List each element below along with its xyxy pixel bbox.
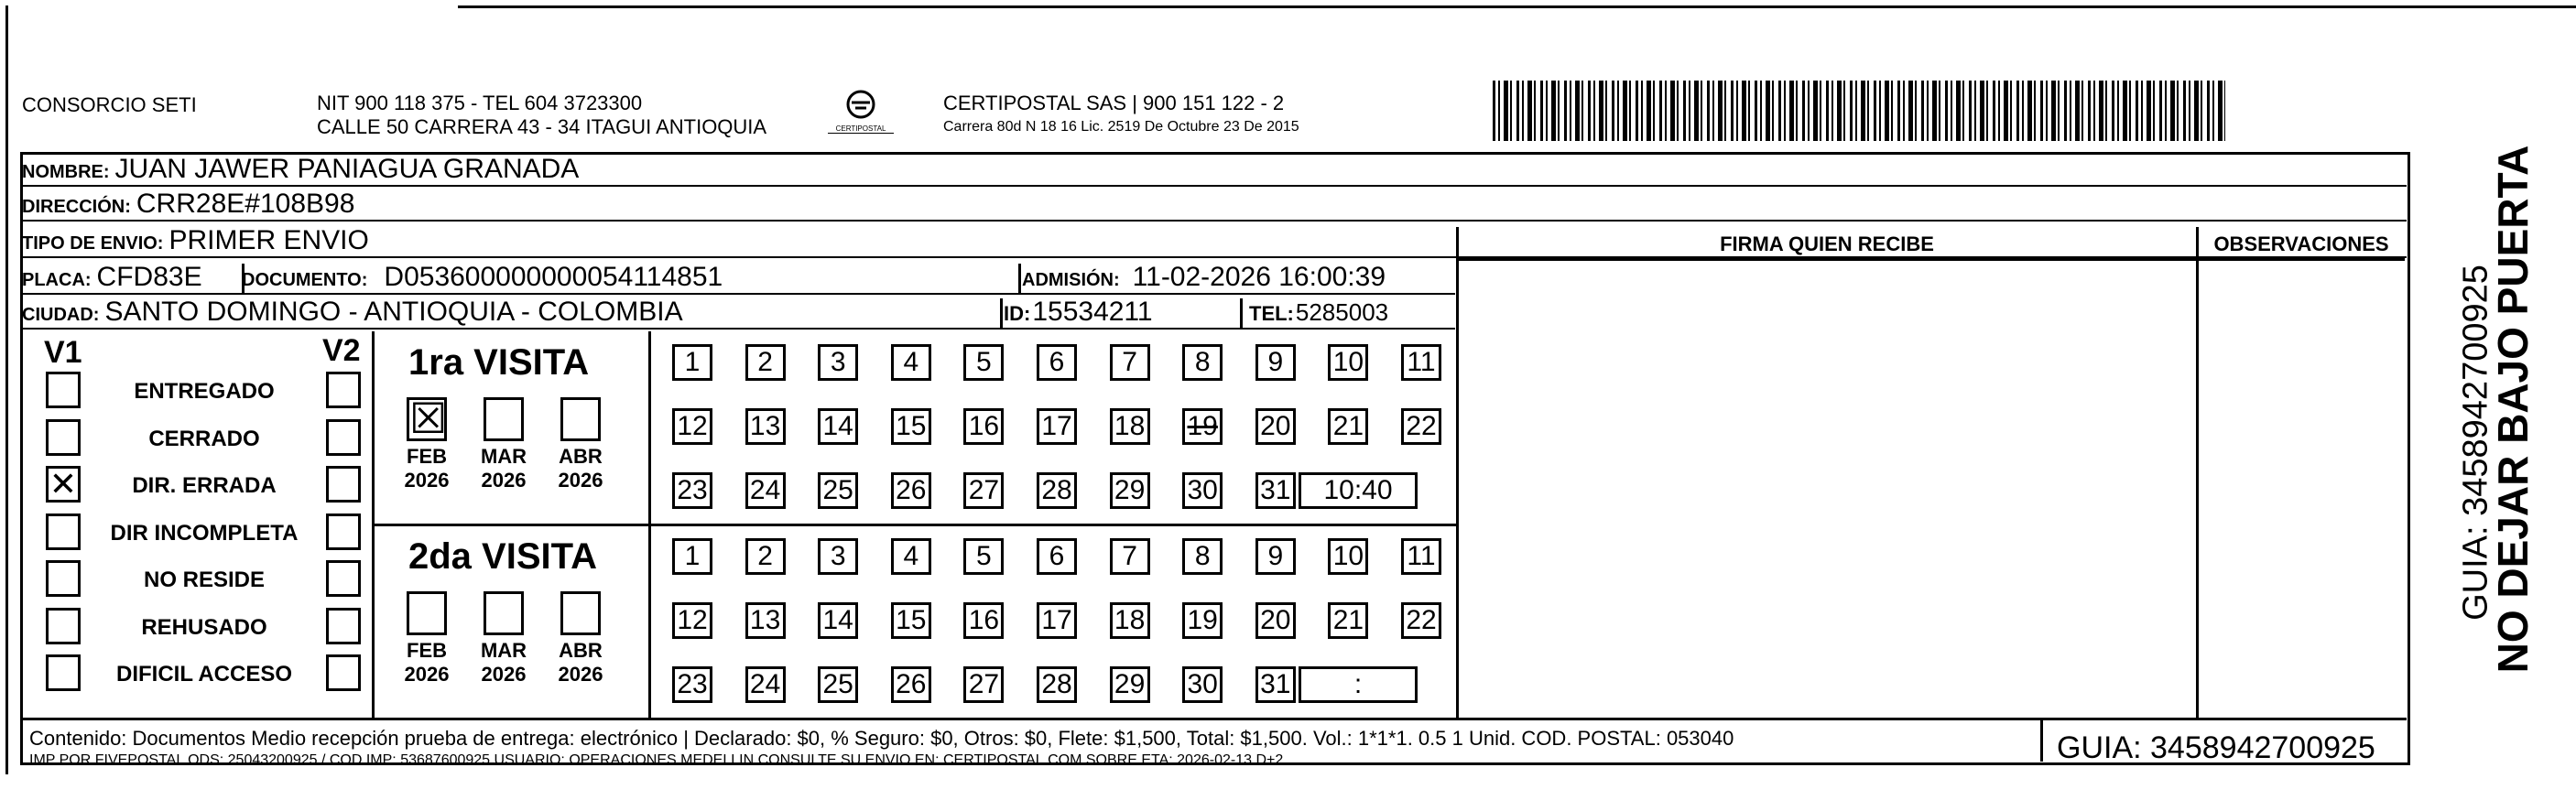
month-checkbox[interactable] — [484, 591, 524, 635]
id-cell — [1004, 297, 1153, 330]
day-box[interactable]: 29 — [1110, 666, 1150, 703]
row-placa — [22, 262, 1455, 295]
day-box[interactable]: 24 — [745, 472, 786, 509]
day-box[interactable]: 16 — [963, 602, 1004, 639]
day-box[interactable]: 11 — [1401, 344, 1441, 381]
v1-checkbox[interactable]: ✕ — [46, 466, 81, 503]
firma-header: FIRMA QUIEN RECIBE — [1720, 232, 1934, 255]
day-box[interactable]: 6 — [1037, 538, 1077, 575]
v2-checkbox[interactable] — [326, 560, 361, 597]
day-box[interactable]: 26 — [891, 472, 931, 509]
day-box[interactable]: 25 — [818, 666, 858, 703]
day-box[interactable]: 23 — [672, 666, 712, 703]
day-box[interactable]: 17 — [1037, 602, 1077, 639]
day-box[interactable]: 22 — [1401, 602, 1441, 639]
v1-checkbox[interactable] — [46, 419, 81, 456]
admision-cell — [1022, 262, 1386, 296]
day-box[interactable]: 23 — [672, 472, 712, 509]
day-box[interactable]: 13 — [745, 602, 786, 639]
side-text — [2412, 145, 2568, 738]
nombre-value: JUAN JAWER PANIAGUA GRANADA — [114, 154, 580, 184]
v2-checkbox[interactable] — [326, 514, 361, 550]
v2-checkbox[interactable] — [326, 372, 361, 408]
tel-value: 5285003 — [1295, 298, 1389, 326]
day-box[interactable]: 4 — [891, 538, 931, 575]
year-label: 2026 — [558, 469, 603, 492]
day-box[interactable]: 2 — [745, 538, 786, 575]
day-box[interactable]: 20 — [1255, 408, 1296, 445]
status-label: DIFICIL ACCESO — [115, 662, 292, 686]
status-label: ENTREGADO — [134, 379, 275, 404]
top-border — [458, 5, 2576, 8]
v1-checkbox[interactable] — [46, 654, 81, 691]
status-label: REHUSADO — [141, 614, 267, 640]
day-box[interactable]: 13 — [745, 408, 786, 445]
ciudad-value: SANTO DOMINGO - ANTIOQUIA - COLOMBIA — [104, 297, 683, 327]
day-box[interactable]: 18 — [1110, 602, 1150, 639]
day-box[interactable]: 29 — [1110, 472, 1150, 509]
ciudad-label: CIUDAD: — [22, 305, 100, 325]
second-visit-title: 2da VISITA — [408, 536, 597, 577]
day-box[interactable]: 21 — [1328, 408, 1368, 445]
certipostal-logo-icon — [828, 88, 894, 143]
day-box[interactable]: 20 — [1255, 602, 1296, 639]
status-label: DIR. ERRADA — [132, 473, 277, 498]
tipo-label: TIPO DE ENVIO: — [22, 233, 164, 254]
company-name: CONSORCIO SETI — [22, 93, 197, 116]
footer-guia: GUIA: 3458942700925 — [2057, 730, 2375, 765]
status-label: NO RESIDE — [143, 568, 266, 592]
day-box[interactable]: 9 — [1255, 538, 1296, 575]
day-box[interactable]: 8 — [1182, 538, 1223, 575]
month-checkbox[interactable] — [407, 591, 447, 635]
v1-checkbox[interactable] — [46, 560, 81, 597]
columns-header-line — [1456, 258, 2405, 261]
tel-divider — [1240, 298, 1243, 330]
left-border — [5, 5, 8, 774]
tel-label: TEL: — [1249, 302, 1294, 325]
day-box[interactable]: 5 — [963, 538, 1004, 575]
admision-divider — [1018, 264, 1021, 295]
observaciones-header: OBSERVACIONES — [2213, 232, 2389, 255]
day-box[interactable]: 12 — [672, 408, 712, 445]
admision-label: ADMISIÓN: — [1022, 270, 1120, 290]
id-divider — [1000, 298, 1003, 330]
documento-value: D053600000000054114851 — [384, 262, 723, 292]
year-label: 2026 — [404, 663, 450, 686]
certipostal-logo — [828, 88, 894, 143]
direccion-label: DIRECCIÓN: — [22, 197, 131, 217]
id-label: ID: — [1004, 302, 1031, 325]
day-box[interactable]: 4 — [891, 344, 931, 381]
day-box[interactable]: 18 — [1110, 408, 1150, 445]
day-box[interactable]: 6 — [1037, 344, 1077, 381]
v2-label: V2 — [322, 333, 361, 368]
day-box[interactable]: 2 — [745, 344, 786, 381]
month-label: ABR — [559, 639, 603, 662]
day-box[interactable]: 19 — [1182, 408, 1223, 445]
v2-checkbox[interactable] — [326, 419, 361, 456]
first-visit-title: 1ra VISITA — [408, 342, 590, 383]
day-box[interactable]: 12 — [672, 602, 712, 639]
v1-checkbox[interactable] — [46, 514, 81, 550]
day-box[interactable]: 10 — [1328, 538, 1368, 575]
time-box[interactable]: : — [1299, 666, 1418, 703]
day-box[interactable]: 19 — [1182, 602, 1223, 639]
obs-left-border — [2196, 227, 2199, 718]
v2-checkbox[interactable] — [326, 466, 361, 503]
footer-top-line — [22, 718, 2407, 720]
day-box[interactable]: 21 — [1328, 602, 1368, 639]
v1-checkbox[interactable] — [46, 608, 81, 644]
month-checkbox[interactable] — [560, 397, 601, 441]
day-box[interactable]: 16 — [963, 408, 1004, 445]
year-label: 2026 — [481, 663, 527, 686]
direccion-value: CRR28E#108B98 — [136, 189, 355, 219]
year-label: 2026 — [558, 663, 603, 686]
placa-value: CFD83E — [96, 262, 202, 292]
day-box[interactable]: 17 — [1037, 408, 1077, 445]
year-label: 2026 — [404, 469, 450, 492]
day-box[interactable]: 28 — [1037, 472, 1077, 509]
tipo-value: PRIMER ENVIO — [168, 225, 369, 255]
month-label: FEB — [407, 445, 447, 468]
day-box[interactable]: 5 — [963, 344, 1004, 381]
day-box[interactable]: 8 — [1182, 344, 1223, 381]
visit-separator — [374, 524, 1456, 526]
month-checkbox[interactable] — [484, 397, 524, 441]
firma-left-border — [1456, 227, 1459, 718]
status-label: CERRADO — [148, 426, 260, 451]
footer-contenido: Contenido: Documentos Medio recepción prueba de entrega: electrónico | Declarado: $0, % Seguro: $0, Otros: $0, Flete: $1,500, Total: $1,500. Vol.: 1*1*1. 0.5 1 Unid. COD. POSTAL: 053040 — [29, 727, 1734, 750]
day-box[interactable]: 7 — [1110, 538, 1150, 575]
certipostal-info: CERTIPOSTAL SAS | 900 151 122 - 2 — [943, 92, 1285, 114]
day-box[interactable]: 3 — [818, 538, 858, 575]
day-box[interactable]: 26 — [891, 666, 931, 703]
row-nombre — [22, 154, 2407, 187]
day-box[interactable]: 24 — [745, 666, 786, 703]
admision-value: 11-02-2026 16:00:39 — [1132, 262, 1386, 292]
month-label: ABR — [559, 445, 603, 468]
side-warning: NO DEJAR BAJO PUERTA — [2489, 145, 2537, 674]
day-box[interactable]: 11 — [1401, 538, 1441, 575]
company-address: CALLE 50 CARRERA 43 - 34 ITAGUI ANTIOQUIA — [317, 115, 767, 138]
status-label: DIR INCOMPLETA — [110, 520, 299, 546]
documento-cell — [242, 262, 723, 296]
day-box[interactable]: 3 — [818, 344, 858, 381]
v2-checkbox[interactable] — [326, 654, 361, 691]
placa-divider — [242, 264, 245, 295]
day-box[interactable]: 15 — [891, 602, 931, 639]
day-box[interactable]: 30 — [1182, 472, 1223, 509]
month-label: MAR — [480, 445, 527, 468]
barcode — [1493, 81, 2225, 141]
logo-text: CERTIPOSTAL — [828, 124, 894, 134]
day-box[interactable]: 14 — [818, 602, 858, 639]
year-label: 2026 — [481, 469, 527, 492]
footer-guia-divider — [2040, 719, 2043, 762]
footer-imp: IMP POR FIVEPOSTAL ODS: 25043200925 / COD.IMP: 53687600925 USUARIO: OPERACIONES MEDELLIN CONSULTE SU ENVIO EN: CERTIPOSTAL.COM SOBRE ETA: 2026-02-13 D+2 — [29, 752, 1284, 768]
day-box[interactable]: 25 — [818, 472, 858, 509]
day-box[interactable]: 31 — [1255, 666, 1296, 703]
month-label: FEB — [407, 639, 447, 662]
nit-tel: NIT 900 118 375 - TEL 604 3723300 — [317, 92, 643, 114]
nombre-label: NOMBRE: — [22, 162, 110, 182]
day-box[interactable]: 1 — [672, 538, 712, 575]
v1-checkbox[interactable] — [46, 372, 81, 408]
month-checkbox[interactable] — [560, 591, 601, 635]
day-box[interactable]: 22 — [1401, 408, 1441, 445]
day-box[interactable]: 28 — [1037, 666, 1077, 703]
day-box[interactable]: 1 — [672, 344, 712, 381]
day-box[interactable]: 27 — [963, 666, 1004, 703]
day-box[interactable]: 9 — [1255, 344, 1296, 381]
placa-label: PLACA: — [22, 270, 92, 290]
v1-label: V1 — [44, 335, 82, 370]
month-checkbox[interactable]: ☒ — [407, 397, 447, 441]
day-box[interactable]: 10 — [1328, 344, 1368, 381]
day-box[interactable]: 14 — [818, 408, 858, 445]
day-box[interactable]: 7 — [1110, 344, 1150, 381]
day-box[interactable]: 30 — [1182, 666, 1223, 703]
day-box[interactable]: 31 — [1255, 472, 1296, 509]
v2-checkbox[interactable] — [326, 608, 361, 644]
documento-label: DOCUMENTO: — [242, 270, 368, 290]
tel-cell — [1249, 297, 1388, 330]
day-box[interactable]: 15 — [891, 408, 931, 445]
day-box[interactable]: 27 — [963, 472, 1004, 509]
time-box[interactable]: 10:40 — [1299, 472, 1418, 509]
license-info: Carrera 80d N 18 16 Lic. 2519 De Octubre 23 De 2015 — [943, 119, 1299, 135]
id-value: 15534211 — [1032, 297, 1153, 327]
side-guia: GUIA: 3458942700925 — [2456, 265, 2495, 621]
row-direccion — [22, 189, 2407, 222]
month-label: MAR — [480, 639, 527, 662]
